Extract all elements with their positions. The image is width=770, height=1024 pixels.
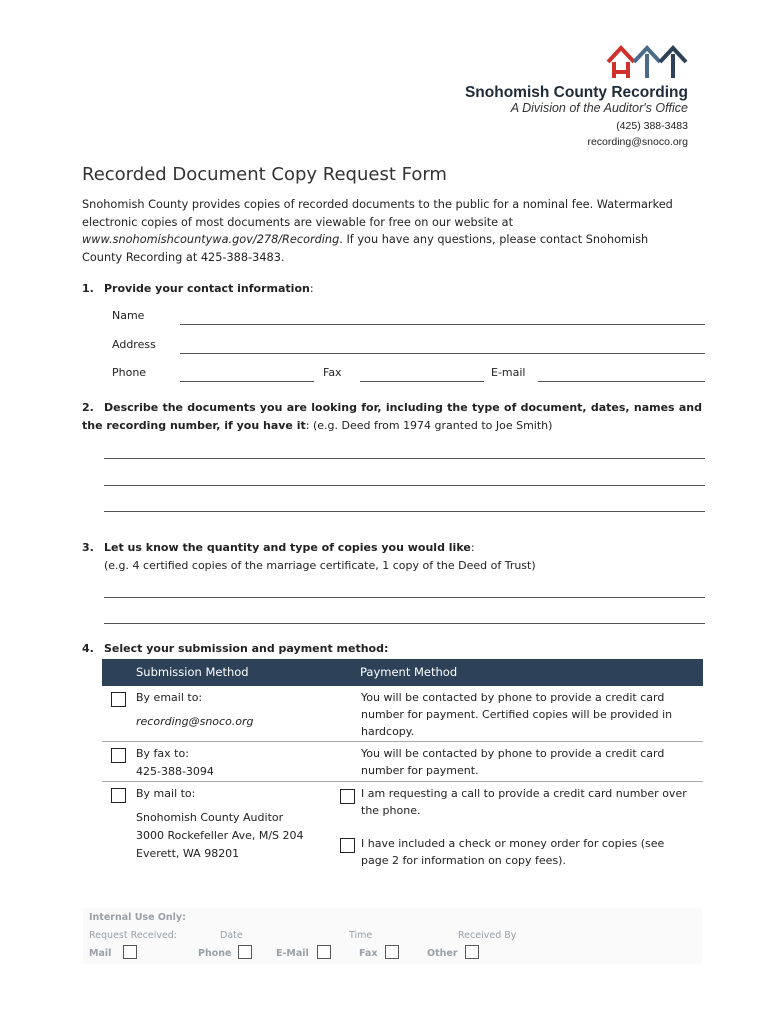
question-4 xyxy=(82,640,702,658)
request-received-label: Request Received: xyxy=(89,930,178,941)
email-submission-label: By email to: xyxy=(136,691,203,704)
question-3-example: (e.g. 4 certified copies of the marriage certificate, 1 copy of the Deed of Trust) xyxy=(104,558,536,572)
internal-phone-checkbox[interactable] xyxy=(238,945,252,959)
intro-paragraph xyxy=(82,196,692,266)
documents-line-1[interactable] xyxy=(104,458,705,459)
name-field[interactable] xyxy=(180,324,705,325)
question-3 xyxy=(82,539,702,574)
mail-address-line-1: Snohomish County Auditor xyxy=(136,811,284,824)
email-submission-address: recording@snoco.org xyxy=(136,715,254,728)
internal-mail-label: Mail xyxy=(89,948,112,959)
fax-payment-text: You will be contacted by phone to provide a credit card number for payment. xyxy=(361,747,665,777)
date-label: Date xyxy=(220,930,243,941)
fax-label: Fax xyxy=(323,366,342,379)
copies-line-2[interactable] xyxy=(104,623,705,624)
internal-fax-checkbox[interactable] xyxy=(385,945,399,959)
phone-field[interactable] xyxy=(180,381,314,382)
time-label: Time xyxy=(349,930,373,941)
mail-pay-check-text: I have included a check or money order for copies (see page 2 for information on copy fees). xyxy=(361,837,665,867)
question-number: 1. xyxy=(82,282,94,295)
internal-other-checkbox[interactable] xyxy=(465,945,479,959)
question-3-text: Let us know the quantity and type of copies you would like xyxy=(104,541,471,554)
org-phone: (425) 388-3483 xyxy=(616,120,688,132)
email-payment-text: You will be contacted by phone to provide a credit card number for payment. Certified copies will be provided in hardcopy. xyxy=(361,691,673,738)
documents-line-2[interactable] xyxy=(104,485,705,486)
question-1 xyxy=(82,280,702,298)
copies-line-1[interactable] xyxy=(104,597,705,598)
received-by-label: Received By xyxy=(458,930,517,941)
question-1-text: Provide your contact information xyxy=(104,282,310,295)
internal-other-label: Other xyxy=(427,948,458,959)
question-2-example: : (e.g. Deed from 1974 granted to Joe Smith) xyxy=(305,418,553,432)
internal-phone-label: Phone xyxy=(198,948,232,959)
submission-method-header: Submission Method xyxy=(136,665,249,679)
internal-title: Internal Use Only: xyxy=(89,912,186,923)
phone-label: Phone xyxy=(112,366,147,379)
fax-field[interactable] xyxy=(360,381,484,382)
payment-method-header: Payment Method xyxy=(360,665,458,679)
question-suffix: : xyxy=(470,541,475,554)
mail-address-line-3: Everett, WA 98201 xyxy=(136,847,240,860)
fax-submission-checkbox[interactable] xyxy=(111,748,126,763)
intro-text-b: . If you have any questions, please contact Snohomish County Recording at 425-388-3483. xyxy=(82,233,649,264)
email-label: E-mail xyxy=(491,366,526,379)
website-link[interactable]: www.snohomishcountywa.gov/278/Recording xyxy=(82,233,340,246)
address-field[interactable] xyxy=(180,353,705,354)
internal-mail-checkbox[interactable] xyxy=(123,945,137,959)
email-submission-checkbox[interactable] xyxy=(111,692,126,707)
org-subtitle: A Division of the Auditor's Office xyxy=(510,101,688,115)
question-number: 2. xyxy=(82,401,94,414)
documents-line-3[interactable] xyxy=(104,511,705,512)
intro-text-a: Snohomish County provides copies of recorded documents to the public for a nominal fee. Watermarked electronic copies of most documents are viewable for free on our website at xyxy=(82,198,673,229)
internal-email-checkbox[interactable] xyxy=(317,945,331,959)
question-2 xyxy=(82,399,702,434)
org-email: recording@snoco.org xyxy=(587,136,688,148)
fax-submission-label: By fax to: xyxy=(136,747,189,760)
name-label: Name xyxy=(112,309,145,322)
question-number: 3. xyxy=(82,541,94,554)
internal-email-label: E-Mail xyxy=(276,948,309,959)
mail-submission-label: By mail to: xyxy=(136,787,196,800)
mail-pay-check-checkbox[interactable] xyxy=(340,838,355,853)
mail-pay-call-checkbox[interactable] xyxy=(340,789,355,804)
internal-use-box xyxy=(83,908,702,964)
internal-fax-label: Fax xyxy=(359,948,378,959)
address-label: Address xyxy=(112,338,156,351)
row-divider xyxy=(102,741,703,742)
mail-address-line-2: 3000 Rockefeller Ave, M/S 204 xyxy=(136,829,304,842)
method-table-header xyxy=(102,659,703,686)
question-suffix: : xyxy=(309,282,314,295)
form-title: Recorded Document Copy Request Form xyxy=(82,164,447,185)
question-4-text: Select your submission and payment method: xyxy=(104,642,389,655)
question-number: 4. xyxy=(82,642,94,655)
mail-submission-checkbox[interactable] xyxy=(111,788,126,803)
mail-pay-call-text: I am requesting a call to provide a credit card number over the phone. xyxy=(361,787,687,817)
email-field[interactable] xyxy=(538,381,705,382)
org-name: Snohomish County Recording xyxy=(464,84,688,101)
question-2-text: Describe the documents you are looking for, including the type of document, dates, names and the recording number, if you have it xyxy=(82,401,702,432)
fax-submission-number: 425-388-3094 xyxy=(136,765,214,778)
snohomish-county-logo xyxy=(606,44,690,84)
row-divider xyxy=(102,781,703,782)
